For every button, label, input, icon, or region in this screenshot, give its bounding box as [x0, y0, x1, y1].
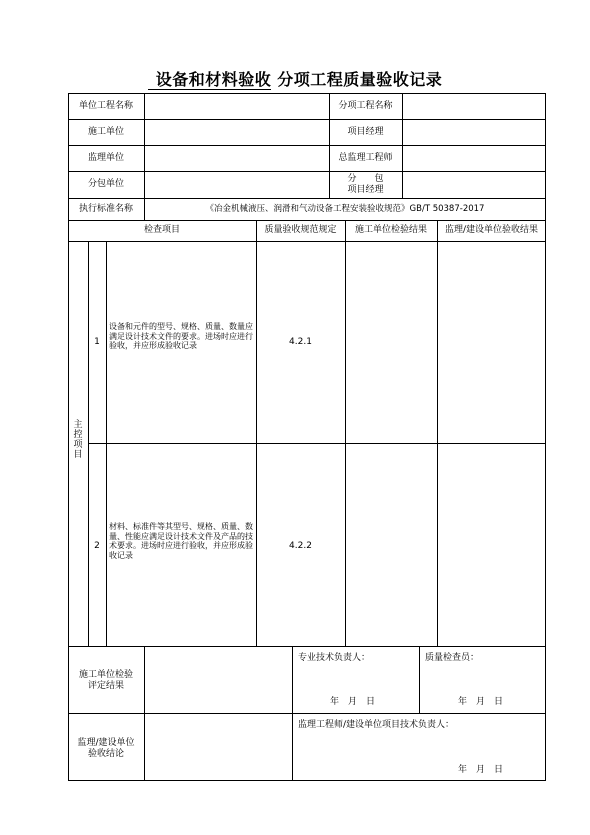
- construction-eval-label-line2: 评定结果: [87, 681, 124, 691]
- row-divider: [68, 198, 546, 199]
- row-divider: [68, 220, 546, 221]
- construction-eval-label-line1: 施工单位检验: [78, 670, 133, 680]
- col-divider: [106, 241, 107, 646]
- construction-result-header: 施工单位检验结果: [354, 225, 427, 235]
- row-divider: [68, 171, 546, 172]
- tech-leader-date: 年 月 日: [330, 697, 376, 707]
- item-2-number: 2: [94, 541, 100, 551]
- quality-inspector-label: 质量检查员：: [425, 653, 480, 663]
- main-control-label: 主控项目: [73, 420, 83, 460]
- supervision-unit-label: 监理单位: [87, 153, 124, 163]
- subcontract-pm-label-line2: 项目经理: [347, 185, 384, 195]
- supervision-conclusion-label-line1: 监理/建设单位: [77, 738, 135, 748]
- project-manager-label: 项目经理: [347, 127, 384, 137]
- title-underlined-part: 设备和材料验收: [148, 70, 272, 90]
- col-divider: [437, 220, 438, 646]
- page-title: [0, 67, 590, 90]
- check-item-header: 检查项目: [143, 225, 180, 235]
- sub-project-label: 分项工程名称: [338, 101, 393, 111]
- title-suffix: 分项工程质量验收记录: [271, 70, 443, 89]
- row-divider: [68, 145, 546, 146]
- supervision-result-header: 监理/建设单位验收结果: [444, 225, 539, 235]
- item-1-number: 1: [94, 337, 100, 347]
- tech-leader-label: 专业技术负责人：: [298, 653, 371, 663]
- col-divider: [292, 646, 293, 781]
- unit-project-label: 单位工程名称: [78, 101, 133, 111]
- col-divider: [88, 241, 89, 646]
- subcontract-unit-label: 分包单位: [87, 179, 124, 189]
- item-2-text: 材料、标准件等其型号、规格、质量、数量、性能应满足设计技术文件及产品的技术要求。进场时应进行验收，并应形成验收记录: [109, 522, 253, 560]
- supervisor-date: 年 月 日: [458, 765, 504, 775]
- row-divider: [68, 241, 546, 242]
- supervision-conclusion-label-line2: 验收结论: [87, 749, 124, 759]
- col-divider: [256, 220, 257, 646]
- item-1-text: 设备和元件的型号、规格、质量、数量应满足设计技术文件的要求。进场时应进行验收，并应形成验收记录: [109, 322, 253, 350]
- spec-header: 质量验收规范规定: [264, 225, 337, 235]
- quality-inspector-date: 年 月 日: [458, 697, 504, 707]
- standard-label: 执行标准名称: [78, 204, 133, 214]
- row-divider: [68, 646, 546, 647]
- col-divider: [419, 646, 420, 713]
- col-divider: [345, 220, 346, 646]
- item-1-spec: 4.2.1: [289, 337, 312, 347]
- item-2-spec: 4.2.2: [289, 541, 312, 551]
- row-divider: [88, 443, 546, 444]
- col-divider: [144, 93, 145, 220]
- subcontract-pm-label-line1: 分 包: [347, 174, 384, 184]
- col-divider: [144, 646, 145, 781]
- standard-value: 《冶金机械液压、润滑和气动设备工程安装验收规范》GB/T 50387-2017: [205, 204, 485, 214]
- col-divider: [402, 93, 403, 198]
- construction-unit-label: 施工单位: [87, 127, 124, 137]
- chief-supervisor-label: 总监理工程师: [338, 153, 393, 163]
- supervisor-sign-label: 监理工程师/建设单位项目技术负责人：: [298, 720, 455, 730]
- row-divider: [68, 119, 546, 120]
- row-divider: [68, 713, 546, 714]
